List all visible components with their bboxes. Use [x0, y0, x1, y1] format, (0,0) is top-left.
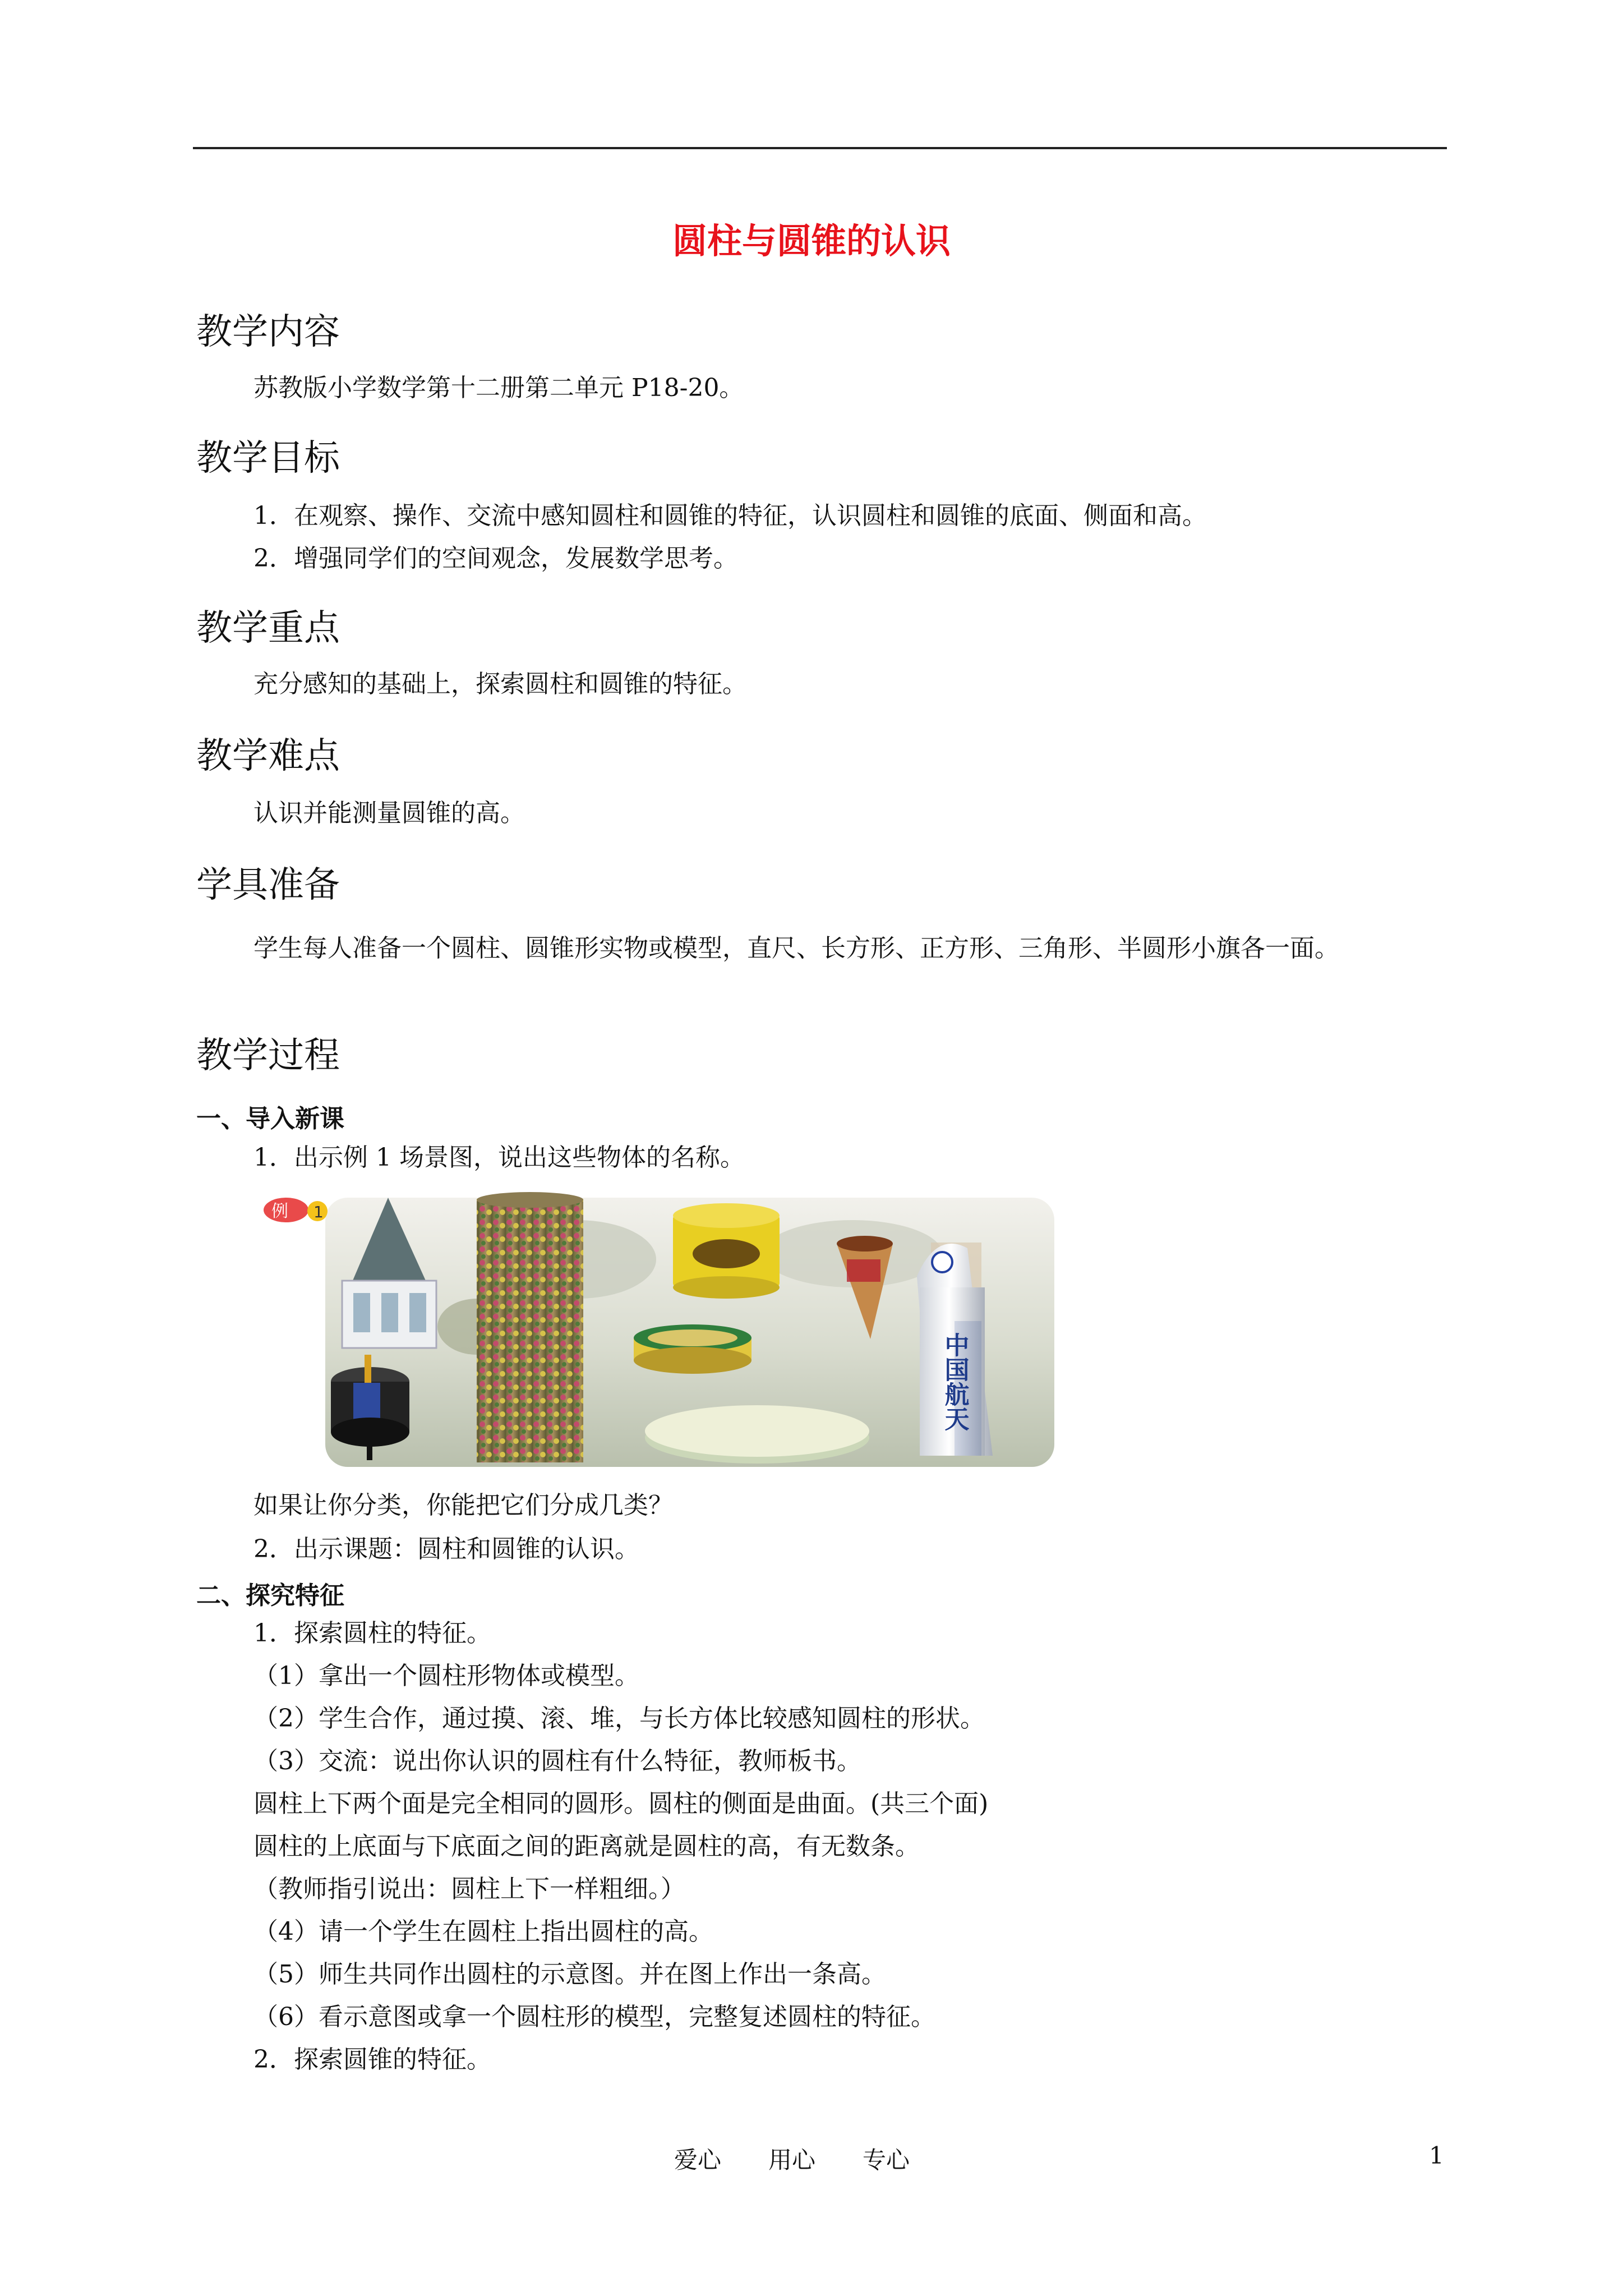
header-rule [193, 147, 1447, 149]
explore-line: 圆柱上下两个面是完全相同的圆形。圆柱的侧面是曲面。(共三个面) [253, 1789, 989, 1818]
heading-key: 教学重点 [196, 608, 340, 649]
explore-line: （3）交流：说出你认识的圆柱有什么特征，教师板书。 [253, 1747, 861, 1775]
key-text: 充分感知的基础上，探索圆柱和圆锥的特征。 [253, 670, 747, 698]
heading-materials: 学具准备 [196, 864, 340, 906]
badge-number: 1 [313, 1203, 324, 1221]
document-title: 圆柱与圆锥的认识 [672, 220, 951, 261]
goal-item-1: 1．在观察、操作、交流中感知圆柱和圆锥的特征，认识圆柱和圆锥的底面、侧面和高。 [253, 501, 1207, 530]
heading-process: 教学过程 [196, 1035, 340, 1076]
explore-line: （1）拿出一个圆柱形物体或模型。 [253, 1662, 639, 1690]
content-text: 苏教版小学数学第十二册第二单元 P18-20。 [253, 374, 744, 402]
round-board-shape [645, 1405, 869, 1464]
explore-line: 2．探索圆锥的特征。 [253, 2045, 491, 2074]
explore-line: （2）学生合作，通过摸、滚、堆，与长方体比较感知圆柱的形状。 [253, 1704, 985, 1733]
page-number: 1 [1429, 2142, 1444, 2169]
heading-difficulty: 教学难点 [196, 735, 340, 777]
explore-line: 1．探索圆柱的特征。 [253, 1619, 491, 1648]
explore-line: （教师指引说出：圆柱上下一样粗细。） [253, 1875, 685, 1903]
intro-line-1: 1．出示例 1 场景图，说出这些物体的名称。 [253, 1143, 745, 1172]
example-badge [264, 1198, 328, 1222]
subheading-intro: 一、导入新课 [196, 1105, 344, 1133]
goal-item-2: 2．增强同学们的空间观念，发展数学思考。 [253, 544, 738, 573]
difficulty-text: 认识并能测量圆锥的高。 [253, 799, 525, 827]
footer-motto: 爱心 用心 专心 [674, 2146, 910, 2174]
badge-label: 例 [271, 1202, 288, 1221]
heading-goals: 教学目标 [196, 438, 340, 479]
explore-line: （5）师生共同作出圆柱的示意图。并在图上作出一条高。 [253, 1960, 886, 1989]
explore-line: （4）请一个学生在圆柱上指出圆柱的高。 [253, 1917, 713, 1946]
subheading-explore: 二、探究特征 [196, 1581, 344, 1610]
intro-line-3: 2．出示课题：圆柱和圆锥的认识。 [253, 1535, 639, 1563]
example-1-scene-image [264, 1192, 1060, 1473]
explore-line: （6）看示意图或拿一个圆柱形的模型，完整复述圆柱的特征。 [253, 2003, 935, 2031]
explore-line: 圆柱的上底面与下底面之间的距离就是圆柱的高，有无数条。 [253, 1832, 920, 1861]
flower-column-shape [477, 1192, 583, 1462]
materials-text: 学生每人准备一个圆柱、圆锥形实物或模型，直尺、长方形、正方形、三角形、半圆形小旗各一面。 [253, 934, 1339, 963]
rocket-label: 中国航天 [940, 1332, 969, 1431]
ointment-tin-shape [634, 1324, 751, 1374]
tin-can-shape [673, 1203, 780, 1299]
heading-content: 教学内容 [196, 311, 340, 353]
intro-line-2: 如果让你分类，你能把它们分成几类？ [253, 1491, 673, 1520]
